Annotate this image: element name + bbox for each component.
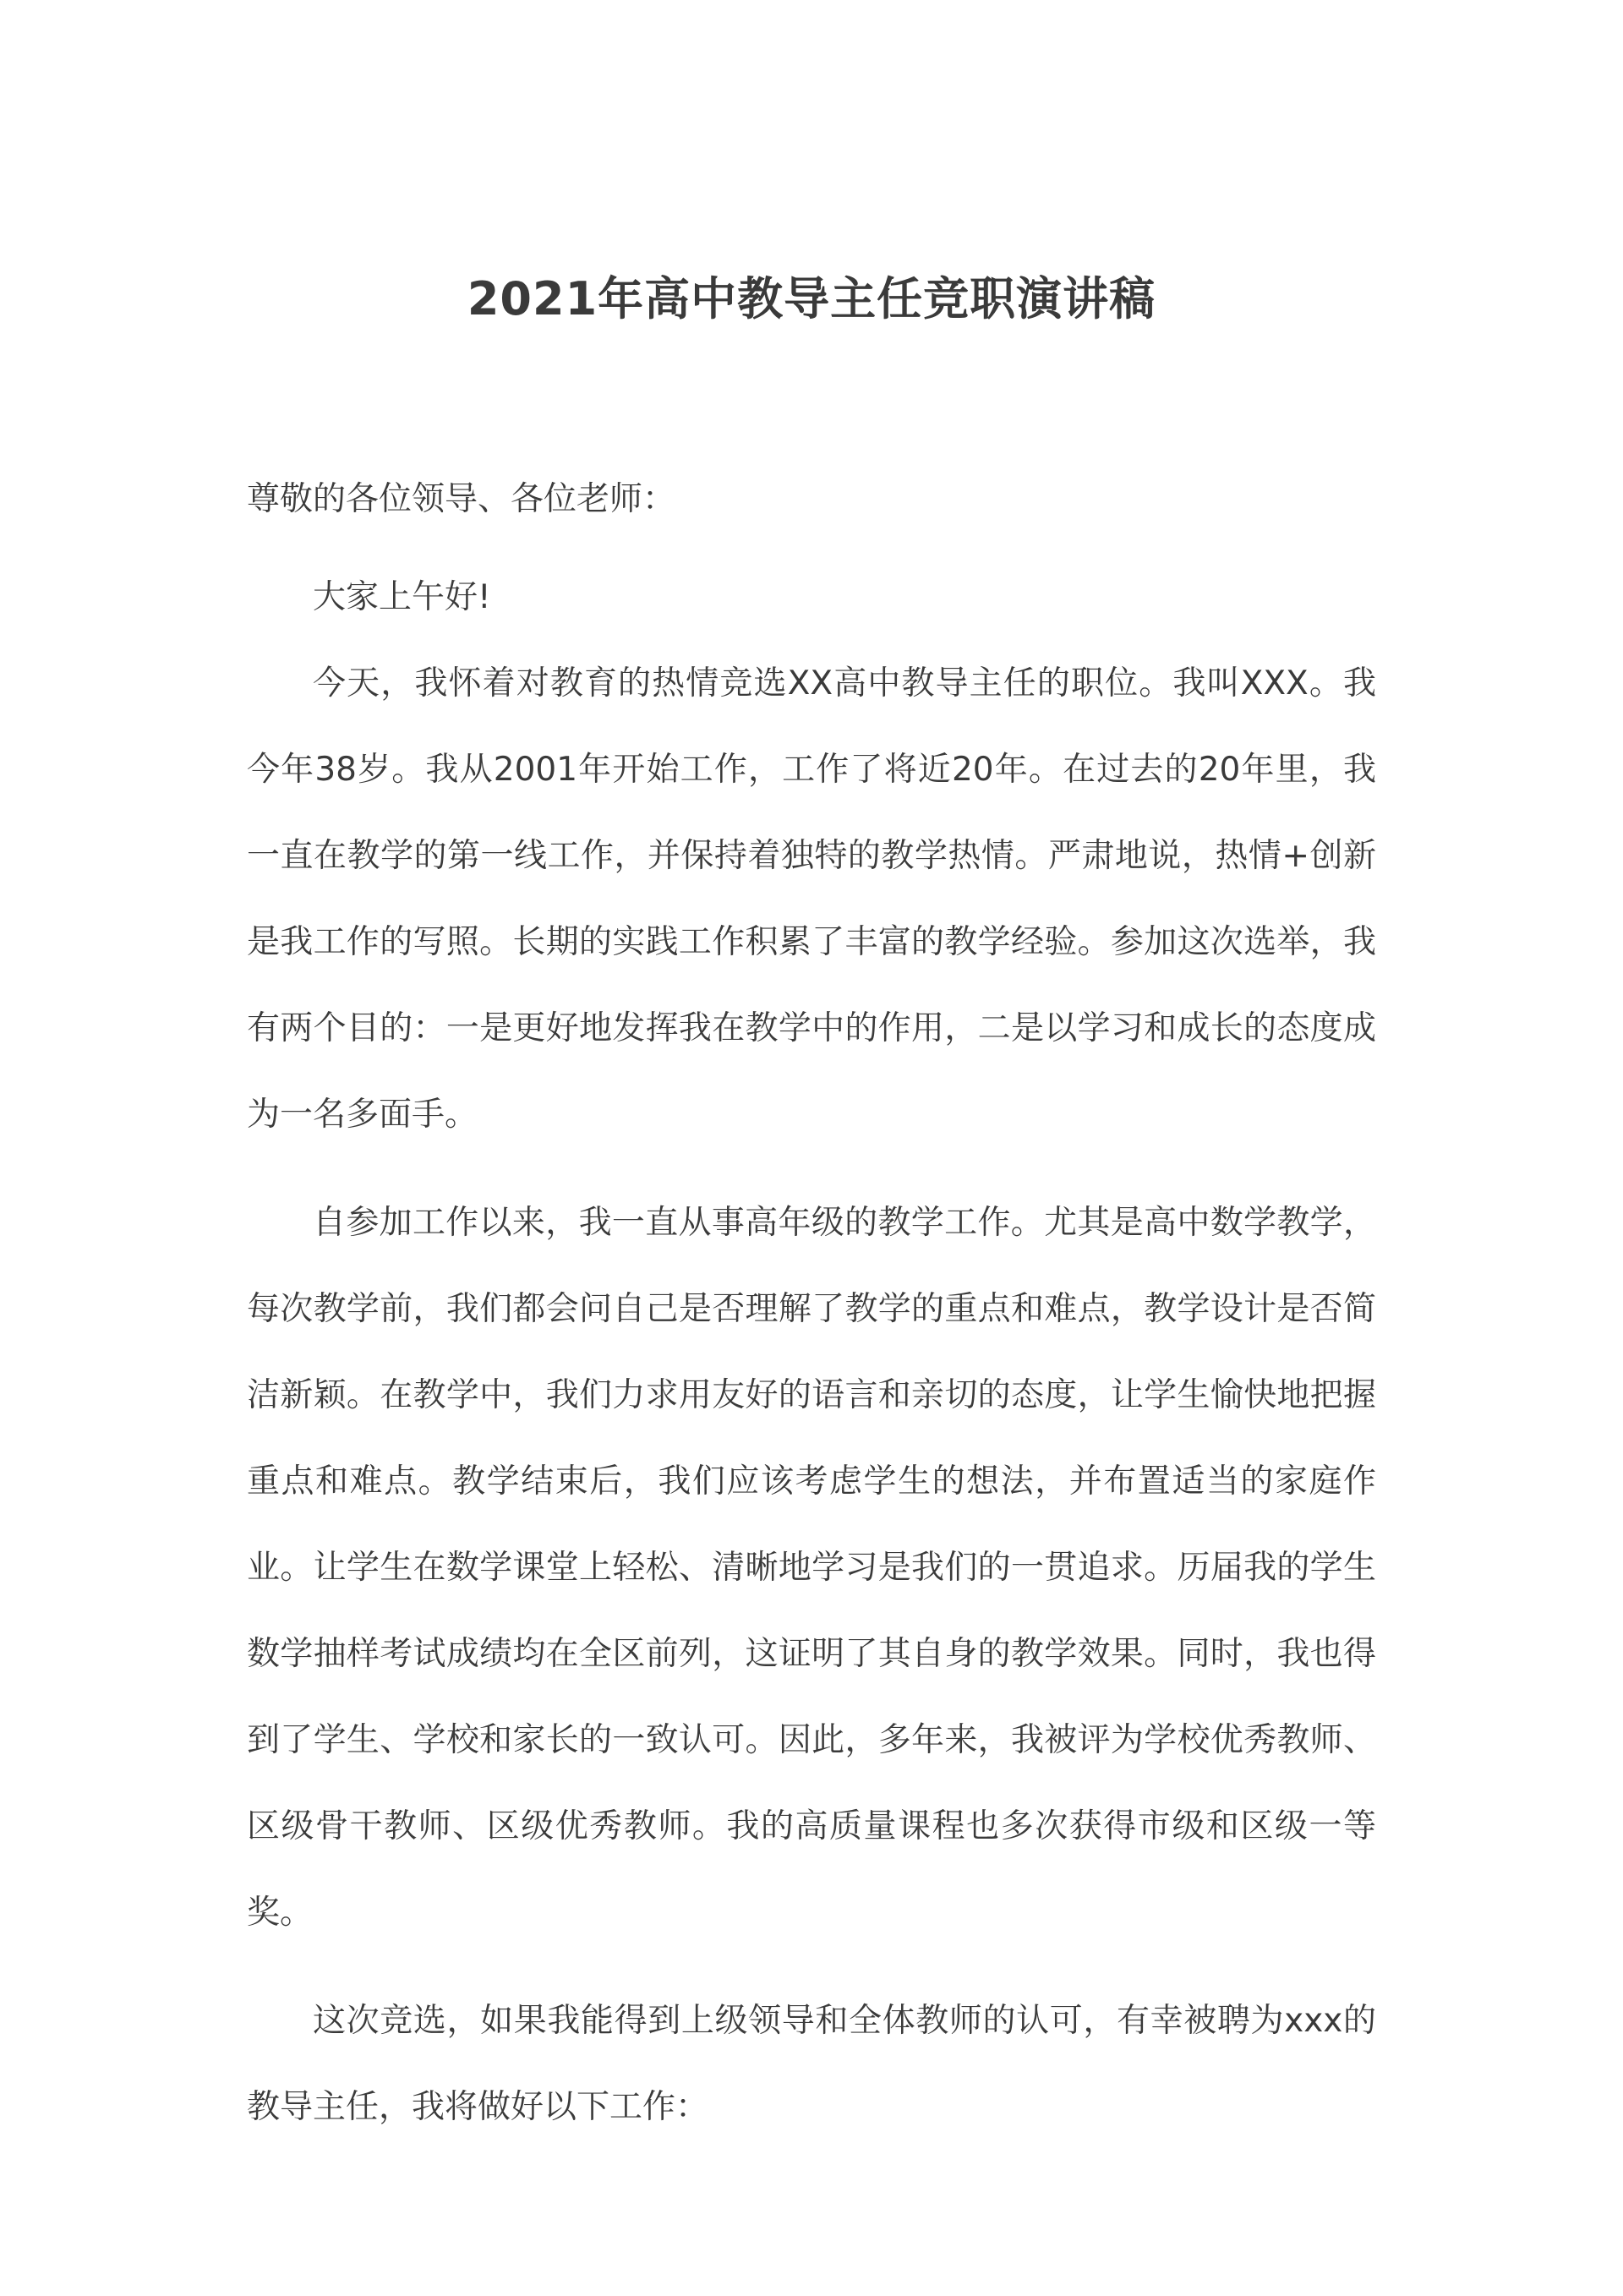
paragraph-plan: 这次竞选，如果我能得到上级领导和全体教师的认可，有幸被聘为xxx的教导主任，我将做好以下工作： xyxy=(247,2002,1376,2126)
paragraph-intro: 今天，我怀着对教育的热情竞选XX高中教导主任的职位。我叫XXX。我今年38岁。我从2001年开始工作，工作了将近20年。在过去的20年里，我一直在教学的第一线工作，并保持着独特的教学热情。严肃地说，热情+创新是我工作的写照。长期的实践工作积累了丰富的教学经验。参加这次选举，我有两个目的：一是更好地发挥我在教学中的作用，二是以学习和成长的态度成为一名多面手。 xyxy=(247,664,1376,1134)
salutation: 尊敬的各位领导、各位老师： xyxy=(247,480,676,518)
document-title: 2021年高中教导主任竞职演讲稿 xyxy=(467,272,1156,325)
paragraph-experience: 自参加工作以来，我一直从事高年级的教学工作。尤其是高中数学教学，每次教学前，我们都会问自己是否理解了教学的重点和难点，教学设计是否简洁新颖。在教学中，我们力求用友好的语言和亲切的态度，让学生愉快地把握重点和难点。教学结束后，我们应该考虑学生的想法，并布置适当的家庭作业。让学生在数学课堂上轻松、清晰地学习是我们的一贯追求。历届我的学生数学抽样考试成绩均在全区前列，这证明了其自身的教学效果。同时，我也得到了学生、学校和家长的一致认可。因此，多年来，我被评为学校优秀教师、区级骨干教师、区级优秀教师。我的高质量课程也多次获得市级和区级一等奖。 xyxy=(247,1204,1376,1932)
greeting: 大家上午好! xyxy=(313,578,491,616)
document-body xyxy=(247,456,1376,2151)
